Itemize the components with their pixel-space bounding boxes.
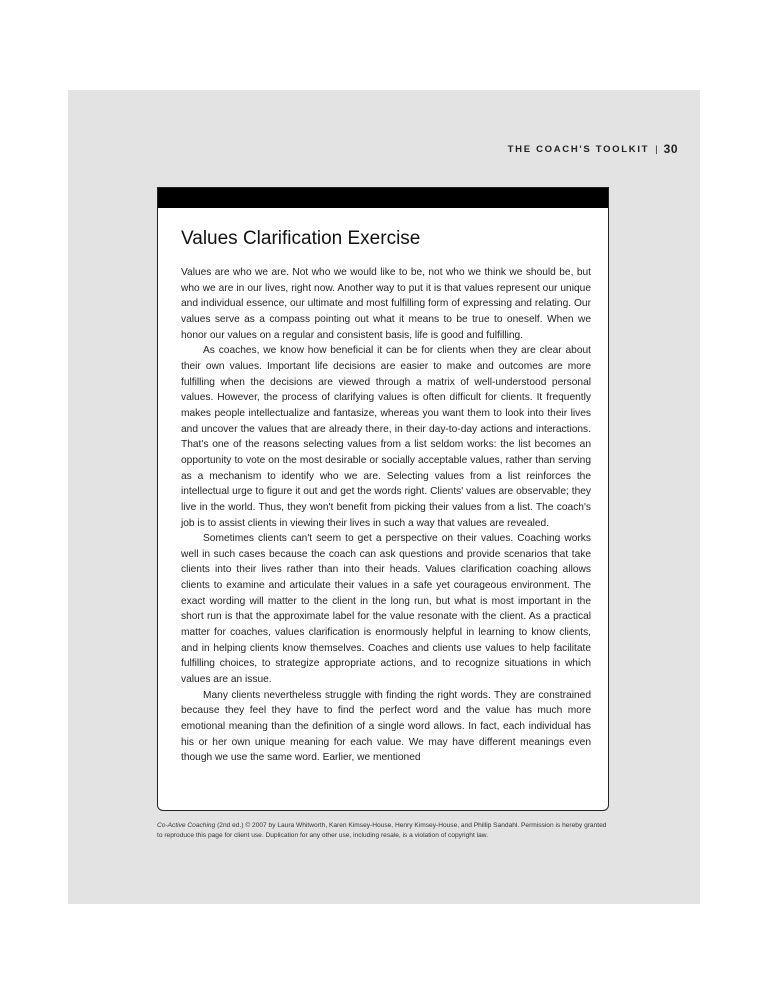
running-head-label: THE COACH'S TOOLKIT <box>507 143 650 155</box>
paragraph: Many clients nevertheless struggle with finding the right words. They are constrained because they feel they have to find the perfect word and the value has much more emotional meaning than the definition of a single word allows. In fact, each individual has his or her own unique meaning for each value. We may have different meanings even though we use the same word. Earlier, we mentioned <box>181 689 591 764</box>
section-body <box>181 265 591 766</box>
section-title: Values Clarification Exercise <box>181 228 421 249</box>
exercise-box <box>157 187 609 811</box>
paragraph: As coaches, we know how beneficial it can be for clients when they are clear about their own values. Important life decisions are easier to make and outcomes are more fulfilling when the decisions are viewed through a matrix of well-understood personal values. However, the process of clarifying values is often difficult for clients. It frequently makes people intellectualize and fantasize, whereas you want them to look into their lives and uncover the values that are already there, in their day-to-day actions and interactions. That's one of the reasons selecting values from a list seldom works: the list becomes an opportunity to vote on the most desirable or socially acceptable values, rather than serving as a mechanism to identify who we are. Selecting values from a list reinforces the intellectual urge to figure it out and get the words right. Clients' values are observable; they live in the world. Thus, they won't benefit from picking their values from a list. The coach's job is to assist clients in viewing their lives in such a way that values are revealed. <box>181 345 591 529</box>
footer-book-title: Co-Active Coaching <box>157 822 216 829</box>
page-number: 30 <box>663 142 678 156</box>
running-head-separator: | <box>655 143 658 155</box>
running-head <box>508 142 678 156</box>
box-header-bar <box>158 188 608 208</box>
footer-text: (2nd ed.) © 2007 by Laura Whitworth, Karen Kimsey-House, Henry Kimsey-House, and Phillip Sandahl. Permission is hereby granted to reproduce this page for client use. Duplication for any other use, including resale, is a violation of copyright law. <box>157 822 607 839</box>
paragraph: Values are who we are. Not who we would like to be, not who we think we should be, but who we are in our lives, right now. Another way to put it is that values represent our unique and individual essence, our ultimate and most fulfilling form of expressing and relating. Our values serve as a compass pointing out what it means to be true to oneself. When we honor our values on a regular and consistent basis, life is good and fulfilling. <box>181 267 591 341</box>
copyright-footer <box>157 821 612 841</box>
paragraph: Sometimes clients can't seem to get a perspective on their values. Coaching works well in such cases because the coach can ask questions and provide scenarios that take clients into their lives rather than into their heads. Values clarification coaching allows clients to examine and articulate their values in a safe yet courageous environment. The exact wording will matter to the client in the long run, but what is most important in the short run is that the approximate label for the value resonate with the client. As a practical matter for coaches, values clarification is enormously helpful in learning to know clients, and in helping clients know themselves. Coaches and clients use values to help facilitate fulfilling choices, to strategize appropriate actions, and to recognize situations in which values are an issue. <box>181 533 591 686</box>
